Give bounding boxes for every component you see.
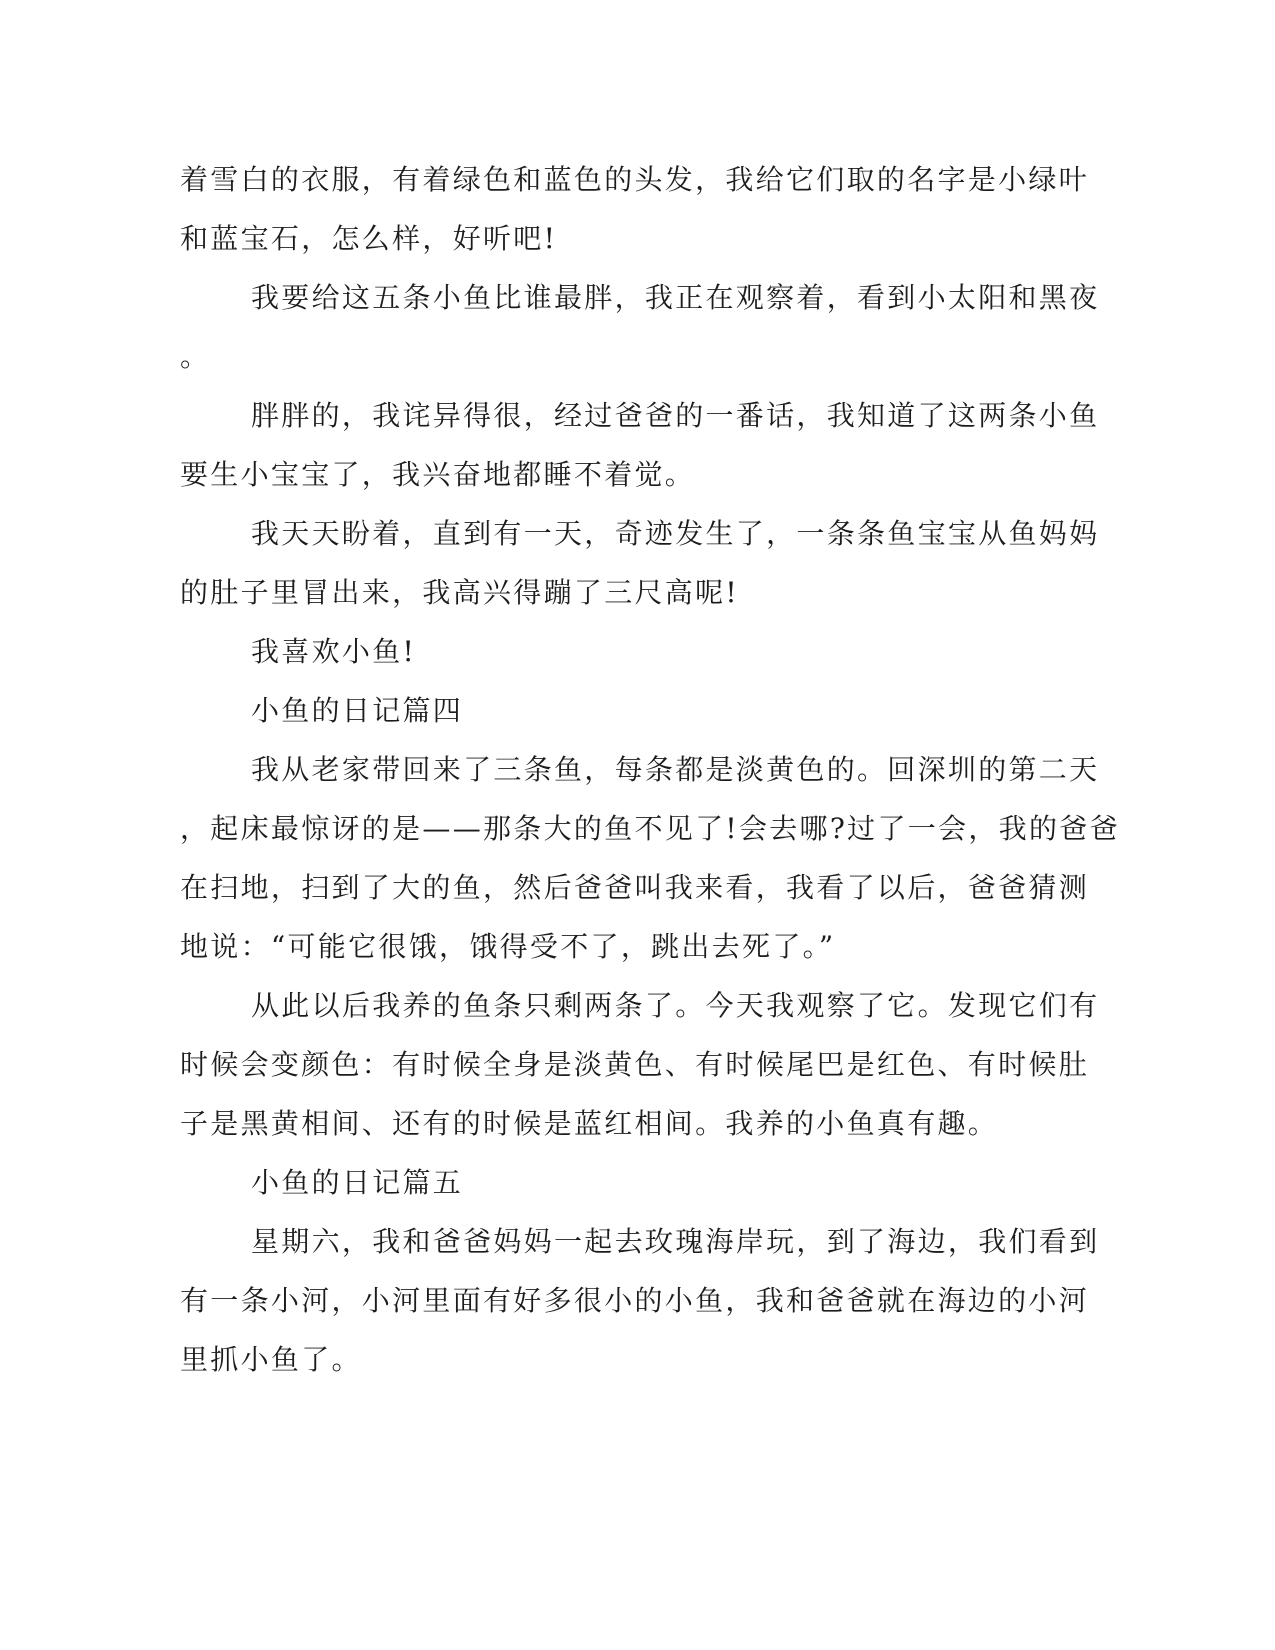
text-line-20: 有一条小河，小河里面有好多很小的小鱼，我和爸爸就在海边的小河 xyxy=(180,1284,1090,1317)
text-line-03: 我要给这五条小鱼比谁最胖，我正在观察着，看到小太阳和黑夜 xyxy=(251,281,1100,314)
text-line-19: 星期六，我和爸爸妈妈一起去玫瑰海岸玩，到了海边，我们看到 xyxy=(251,1225,1100,1258)
text-line-13: 在扫地，扫到了大的鱼，然后爸爸叫我来看，我看了以后，爸爸猜测 xyxy=(180,871,1090,904)
section-heading-4: 小鱼的日记篇四 xyxy=(251,694,464,727)
text-line-09: 我喜欢小鱼! xyxy=(251,635,417,668)
text-line-15: 从此以后我养的鱼条只剩两条了。今天我观察了它。发现它们有 xyxy=(251,989,1100,1022)
text-line-04: 。 xyxy=(180,340,211,373)
text-line-08: 的肚子里冒出来，我高兴得蹦了三尺高呢! xyxy=(180,576,739,609)
text-line-16: 时候会变颜色：有时候全身是淡黄色、有时候尾巴是红色、有时候肚 xyxy=(180,1048,1090,1081)
text-line-01: 着雪白的衣服，有着绿色和蓝色的头发，我给它们取的名字是小绿叶 xyxy=(180,163,1090,196)
text-line-11: 我从老家带回来了三条鱼，每条都是淡黄色的。回深圳的第二天 xyxy=(251,753,1100,786)
text-line-12: ，起床最惊讶的是——那条大的鱼不见了!会去哪?过了一会，我的爸爸 xyxy=(180,812,1120,845)
section-heading-5: 小鱼的日记篇五 xyxy=(251,1166,464,1199)
text-line-17: 子是黑黄相间、还有的时候是蓝红相间。我养的小鱼真有趣。 xyxy=(180,1107,999,1140)
text-line-05: 胖胖的，我诧异得很，经过爸爸的一番话，我知道了这两条小鱼 xyxy=(251,399,1100,432)
text-line-07: 我天天盼着，直到有一天，奇迹发生了，一条条鱼宝宝从鱼妈妈 xyxy=(251,517,1100,550)
text-line-02: 和蓝宝石，怎么样，好听吧! xyxy=(180,222,558,255)
text-line-14: 地说：“可能它很饿，饿得受不了，跳出去死了。” xyxy=(180,930,836,963)
text-line-06: 要生小宝宝了，我兴奋地都睡不着觉。 xyxy=(180,458,696,491)
text-line-21: 里抓小鱼了。 xyxy=(180,1343,362,1376)
